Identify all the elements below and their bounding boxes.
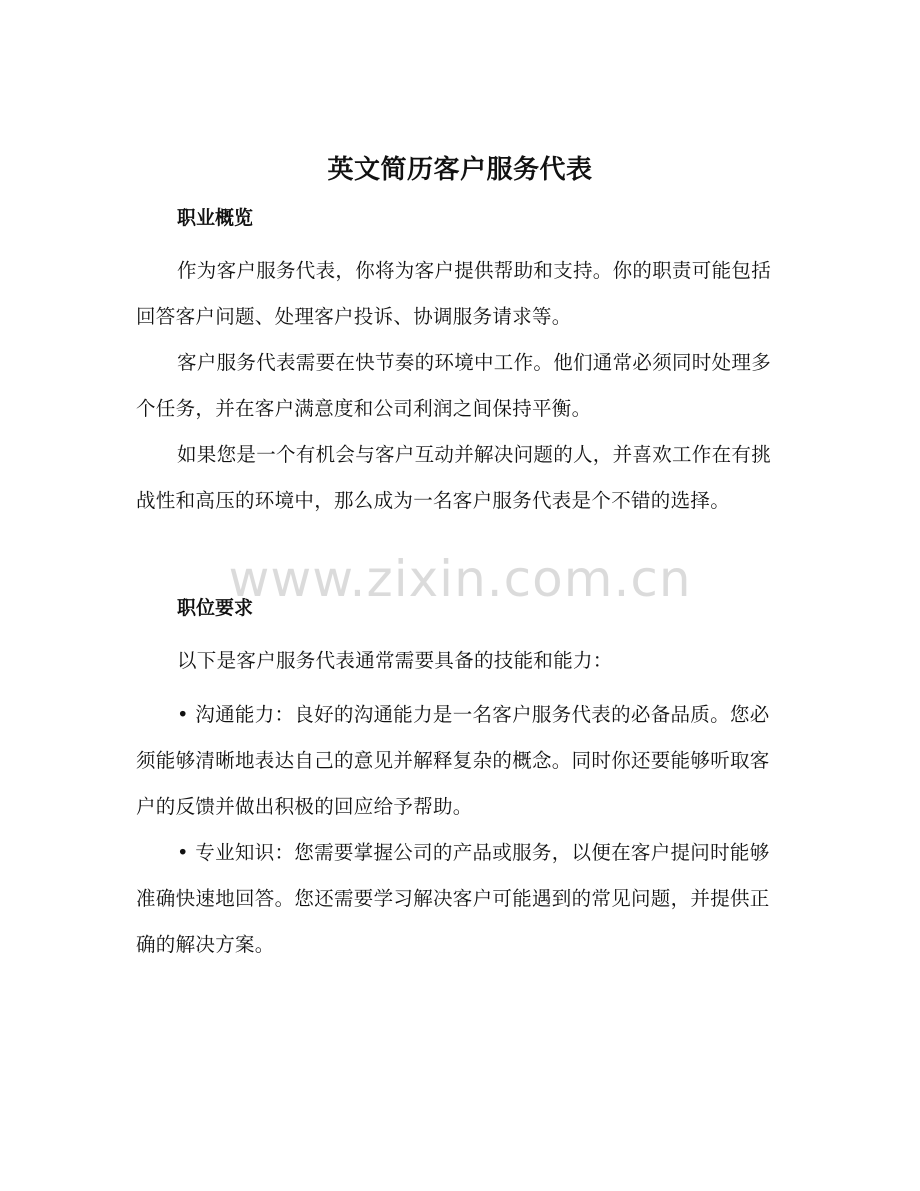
list-item-expertise: • 专业知识：您需要掌握公司的产品或服务，以便在客户提问时能够准确快速地回答。您还需要学习解决客户可能遇到的常见问题，并提供正确的解决方案。 <box>136 841 770 956</box>
watermark: www.zixin.com.cn <box>228 550 692 608</box>
document-title: 英文简历客户服务代表 <box>327 155 593 185</box>
paragraph-skills-intro: 以下是客户服务代表通常需要具备的技能和能力： <box>177 649 613 672</box>
list-item-communication: • 沟通能力：良好的沟通能力是一名客户服务代表的必备品质。您必须能够清晰地表达自己的意见并解释复杂的概念。同时你还要能够听取客户的反馈并做出积极的回应给予帮助。 <box>136 703 770 818</box>
section-heading-career-overview: 职业概览 <box>177 207 254 229</box>
paragraph-role-description: 作为客户服务代表，你将为客户提供帮助和支持。你的职责可能包括回答客户问题、处理客户投诉、协调服务请求等。 <box>136 259 772 328</box>
section-heading-job-requirements: 职位要求 <box>177 597 254 619</box>
paragraph-suitability: 如果您是一个有机会与客户互动并解决问题的人，并喜欢工作在有挑战性和高压的环境中，那么成为一名客户服务代表是个不错的选择。 <box>136 443 772 512</box>
paragraph-work-environment: 客户服务代表需要在快节奏的环境中工作。他们通常必须同时处理多个任务，并在客户满意度和公司利润之间保持平衡。 <box>136 351 772 420</box>
